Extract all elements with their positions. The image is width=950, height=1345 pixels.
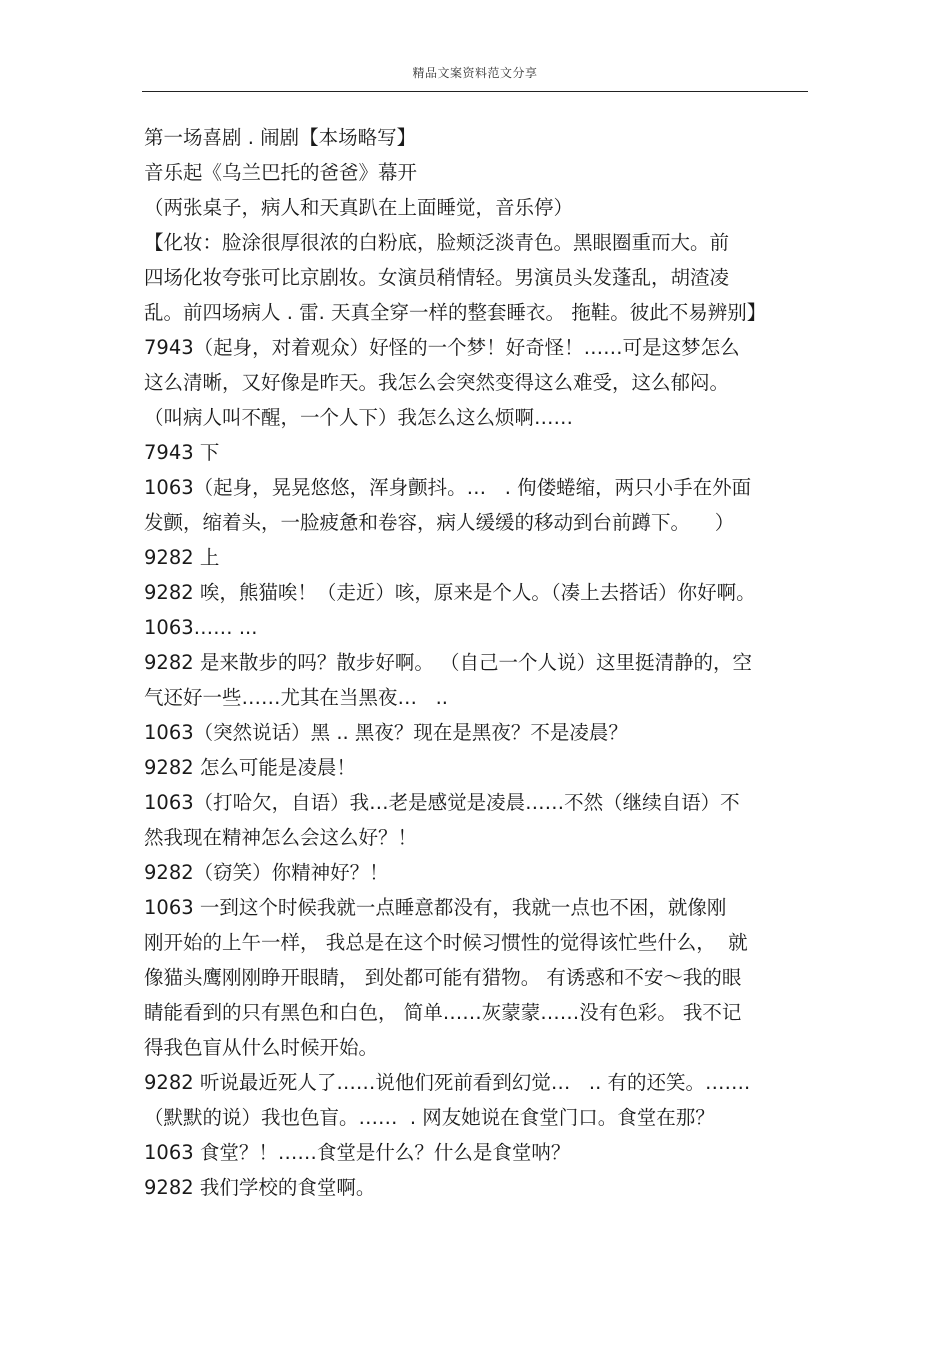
text-line: 7943（起身，对着观众）好怪的一个梦！好奇怪！……可是这梦怎么 [144, 336, 740, 359]
text-line: 9282 上 [144, 546, 220, 569]
text-line: 1063（突然说话）黑 .. 黑夜？现在是黑夜？不是凌晨？ [144, 721, 628, 744]
text-line: 1063 一到这个时候我就一点睡意都没有，我就一点也不困，就像刚 [144, 896, 727, 919]
text-line: 9282 是来散步的吗？散步好啊。 （自己一个人说）这里挺清静的，空 [144, 651, 753, 674]
text-line: 乱。前四场病人 . 雷. 天真全穿一样的整套睡衣。 拖鞋。彼此不易辨别】 [144, 301, 767, 324]
text-line: 像猫头鹰刚刚睁开眼睛， 到处都可能有猎物。 有诱惑和不安～我的眼 [144, 966, 742, 989]
text-line: （默默的说）我也色盲。…… . 网友她说在食堂门口。食堂在那？ [144, 1106, 715, 1129]
text-line: 发颤，缩着头，一脸疲惫和卷容，病人缓缓的移动到台前蹲下。 ） [144, 511, 735, 534]
text-line: 9282 唉，熊猫唉！（走近）咳，原来是个人。（凑上去搭话）你好啊。 [144, 581, 756, 604]
text-line: 气还好一些……尤其在当黑夜… .. [144, 686, 448, 709]
text-line: 音乐起《乌兰巴托的爸爸》幕开 [144, 161, 418, 184]
text-line: 1063（打哈欠，自语）我…老是感觉是凌晨……不然（继续自语）不 [144, 791, 740, 814]
text-line: 9282 我们学校的食堂啊。 [144, 1176, 376, 1199]
text-line: 9282 怎么可能是凌晨！ [144, 756, 356, 779]
text-line: 四场化妆夸张可比京剧妆。女演员稍情轻。男演员头发蓬乱，胡渣凌 [144, 266, 730, 289]
text-line: 9282（窃笑）你精神好？！ [144, 861, 389, 884]
text-line: 得我色盲从什么时候开始。 [144, 1036, 379, 1059]
text-line: 1063…… ... [144, 616, 258, 639]
text-line: 【化妆：脸涂很厚很浓的白粉底，脸颊泛淡青色。黑眼圈重而大。前 [144, 231, 730, 254]
header-divider [142, 91, 808, 92]
text-line: （叫病人叫不醒，一个人下）我怎么这么烦啊…… [144, 406, 574, 429]
text-line: （两张桌子，病人和天真趴在上面睡觉，音乐停） [144, 196, 574, 219]
text-line: 9282 听说最近死人了……说他们死前看到幻觉… .. 有的还笑。……. [144, 1071, 751, 1094]
text-line: 1063 食堂？！……食堂是什么？什么是食堂呐？ [144, 1141, 571, 1164]
text-line: 睛能看到的只有黑色和白色， 简单……灰蒙蒙……没有色彩。 我不记 [144, 1001, 742, 1024]
text-line: 1063（起身，晃晃悠悠，浑身颤抖。… . 佝偻蜷缩，两只小手在外面 [144, 476, 752, 499]
text-line: 然我现在精神怎么会这么好？！ [144, 826, 418, 849]
page-header: 精品文案资料范文分享 [412, 66, 538, 80]
text-line: 刚开始的上午一样， 我总是在这个时候习惯性的觉得该忙些什么， 就 [144, 931, 748, 954]
text-line: 7943 下 [144, 441, 220, 464]
document-body [144, 120, 810, 1205]
text-line: 这么清晰，又好像是昨天。我怎么会突然变得这么难受，这么郁闷。 [144, 371, 730, 394]
text-line: 第一场喜剧 . 闹剧【本场略写】 [144, 126, 417, 149]
